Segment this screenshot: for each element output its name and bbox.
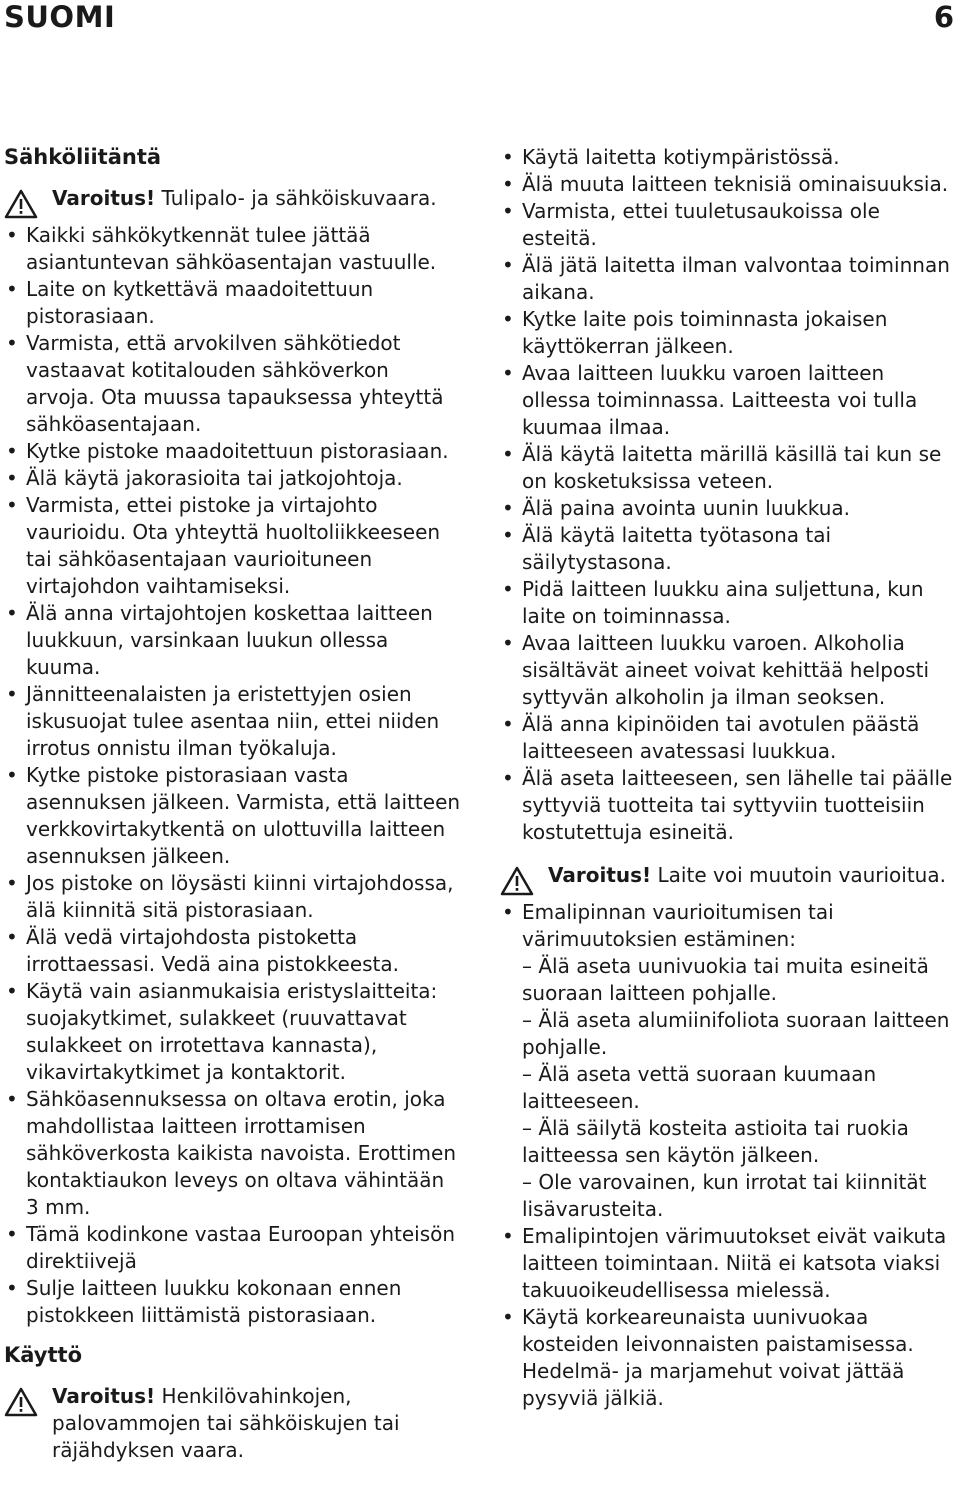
bullet-icon: • bbox=[6, 439, 18, 463]
electrical-safety-list bbox=[4, 222, 462, 1329]
sub-item-text: – Älä aseta alumiinifoliota suoraan laitteen pohjalle. bbox=[522, 1008, 950, 1059]
bullet-icon: • bbox=[6, 763, 18, 787]
list-item-text: Älä anna virtajohtojen koskettaa laitteen luukkuun, varsinkaan luukun ollessa kuuma. bbox=[26, 601, 433, 679]
list-item bbox=[4, 681, 462, 762]
usage-safety-list bbox=[500, 144, 956, 846]
bullet-icon: • bbox=[6, 1276, 18, 1300]
list-item-text: Varmista, että arvokilven sähkötiedot vastaavat kotitalouden sähköverkon arvoja. Ota muussa tapauksessa yhteyttä sähköasentajaan. bbox=[26, 331, 444, 436]
sub-item-text: – Älä aseta vettä suoraan kuumaan laitteeseen. bbox=[522, 1062, 877, 1113]
list-item-text: Kytke pistoke maadoitettuun pistorasiaan. bbox=[26, 439, 449, 463]
sub-item-text: – Älä säilytä kosteita astioita tai ruokia laitteessa sen käytön jälkeen. bbox=[522, 1116, 909, 1167]
list-item-text: Käytä vain asianmukaisia eristyslaitteita: suojakytkimet, sulakkeet (ruuvattavat sulakkeet on irrotettava kannasta), vikavirtakytkimet ja kontaktorit. bbox=[26, 979, 438, 1084]
section-title-electrical: Sähköliitäntä bbox=[4, 145, 162, 169]
list-item bbox=[4, 330, 462, 438]
list-item-text: Varmista, ettei pistoke ja virtajohto vaurioidu. Ota yhteyttä huoltoliikkeeseen tai sähköasentajaan vaurioituneen virtajohdon vaihtamiseksi. bbox=[26, 493, 441, 598]
right-column bbox=[500, 144, 956, 1412]
bullet-icon: • bbox=[502, 253, 514, 277]
warning-usage bbox=[4, 1383, 462, 1464]
list-item-text: Kytke laite pois toiminnasta jokaisen käyttökerran jälkeen. bbox=[522, 307, 888, 358]
care-list bbox=[500, 899, 956, 1412]
warning-triangle-icon bbox=[4, 1387, 38, 1417]
list-item bbox=[500, 765, 956, 846]
bullet-icon: • bbox=[502, 172, 514, 196]
bullet-icon: • bbox=[6, 466, 18, 490]
bullet-icon: • bbox=[502, 1224, 514, 1248]
warning-text: Tulipalo- ja sähköiskuvaara. bbox=[161, 186, 437, 210]
bullet-icon: • bbox=[6, 277, 18, 301]
bullet-icon: • bbox=[6, 925, 18, 949]
bullet-icon: • bbox=[502, 199, 514, 223]
bullet-icon: • bbox=[502, 523, 514, 547]
warning-label: Varoitus! bbox=[52, 1384, 156, 1408]
list-item bbox=[500, 495, 956, 522]
warning-label: Varoitus! bbox=[52, 186, 156, 210]
page-header bbox=[0, 0, 960, 36]
bullet-icon: • bbox=[6, 331, 18, 355]
warning-text: Henkilövahinkojen, palovammojen tai sähköiskujen tai räjähdyksen vaara. bbox=[52, 1384, 400, 1462]
sub-item-text: – Älä aseta uunivuokia tai muita esineitä suoraan laitteen pohjalle. bbox=[522, 954, 929, 1005]
list-item-text: Käytä laitetta kotiympäristössä. bbox=[522, 145, 840, 169]
warning-electrical bbox=[4, 185, 462, 212]
list-item-text: Jännitteenalaisten ja eristettyjen osien iskusuojat tulee asentaa niin, ettei niiden irrotus onnistu ilman työkaluja. bbox=[26, 682, 440, 760]
list-item bbox=[500, 522, 956, 576]
list-item-text: Varmista, ettei tuuletusaukoissa ole esteitä. bbox=[522, 199, 880, 250]
list-item-text: Avaa laitteen luukku varoen laitteen ollessa toiminnassa. Laitteesta voi tulla kuumaa ilmaa. bbox=[522, 361, 918, 439]
list-item bbox=[4, 978, 462, 1086]
language-label: SUOMI bbox=[4, 0, 116, 34]
list-item bbox=[4, 1221, 462, 1275]
list-item bbox=[4, 1086, 462, 1221]
warning-triangle-icon bbox=[500, 866, 534, 896]
list-item bbox=[4, 1275, 462, 1329]
bullet-icon: • bbox=[6, 979, 18, 1003]
bullet-icon: • bbox=[502, 712, 514, 736]
list-item-text: Älä käytä jakorasioita tai jatkojohtoja. bbox=[26, 466, 403, 490]
list-item-text: Älä muuta laitteen teknisiä ominaisuuksia. bbox=[522, 172, 949, 196]
bullet-icon: • bbox=[502, 766, 514, 790]
list-item-text: Pidä laitteen luukku aina suljettuna, kun laite on toiminnassa. bbox=[522, 577, 924, 628]
list-item bbox=[4, 438, 462, 465]
list-item bbox=[4, 276, 462, 330]
list-item bbox=[500, 252, 956, 306]
list-item bbox=[500, 711, 956, 765]
list-item bbox=[500, 198, 956, 252]
bullet-icon: • bbox=[6, 493, 18, 517]
list-item-text: Avaa laitteen luukku varoen. Alkoholia sisältävät aineet voivat kehittää helposti syttyvän alkoholin ja ilman seoksen. bbox=[522, 631, 930, 709]
warning-label: Varoitus! bbox=[548, 863, 652, 887]
list-item-text: Älä vedä virtajohdosta pistoketta irrottaessasi. Vedä aina pistokkeesta. bbox=[26, 925, 400, 976]
warning-triangle-icon bbox=[4, 189, 38, 219]
bullet-icon: • bbox=[6, 1222, 18, 1246]
bullet-icon: • bbox=[6, 871, 18, 895]
bullet-icon: • bbox=[6, 1087, 18, 1111]
list-item-text: Laite on kytkettävä maadoitettuun pistorasiaan. bbox=[26, 277, 374, 328]
list-item-text: Jos pistoke on löysästi kiinni virtajohdossa, älä kiinnitä sitä pistorasiaan. bbox=[26, 871, 454, 922]
list-item-text: Älä aseta laitteeseen, sen lähelle tai päälle syttyviä tuotteita tai syttyviin tuotteisiin kostutettuja esineitä. bbox=[522, 766, 953, 844]
list-item bbox=[4, 492, 462, 600]
list-item-text: Kytke pistoke pistorasiaan vasta asennuksen jälkeen. Varmista, että laitteen verkkovirtakytkentä on ulottuvilla laitteen asennuksen jälkeen. bbox=[26, 763, 461, 868]
list-item-text: Sähköasennuksessa on oltava erotin, joka mahdollistaa laitteen irrottamisen sähköverkosta kaikista navoista. Erottimen kontaktiaukon leveys on oltava vähintään 3 mm. bbox=[26, 1087, 457, 1219]
section-title-usage: Käyttö bbox=[4, 1343, 82, 1367]
page-number: 6 bbox=[933, 0, 954, 34]
list-item-text: Älä käytä laitetta märillä käsillä tai kun se on kosketuksissa veteen. bbox=[522, 442, 942, 493]
bullet-icon: • bbox=[502, 496, 514, 520]
list-item-text: Käytä korkeareunaista uunivuokaa kosteiden leivonnaisten paistamisessa. Hedelmä- ja marjamehut voivat jättää pysyviä jälkiä. bbox=[522, 1305, 914, 1410]
list-item-text: Älä jätä laitetta ilman valvontaa toiminnan aikana. bbox=[522, 253, 950, 304]
bullet-icon: • bbox=[502, 145, 514, 169]
list-item bbox=[500, 441, 956, 495]
bullet-icon: • bbox=[6, 223, 18, 247]
list-item bbox=[500, 899, 956, 1223]
bullet-icon: • bbox=[502, 631, 514, 655]
list-item bbox=[4, 600, 462, 681]
list-item-text: Tämä kodinkone vastaa Euroopan yhteisön direktiivejä bbox=[26, 1222, 456, 1273]
list-item bbox=[4, 924, 462, 978]
warning-damage bbox=[500, 862, 956, 889]
list-item-text: Älä käytä laitetta työtasona tai säilytystasona. bbox=[522, 523, 832, 574]
list-item-text: Älä paina avointa uunin luukkua. bbox=[522, 496, 851, 520]
list-item bbox=[500, 576, 956, 630]
list-item bbox=[500, 171, 956, 198]
bullet-icon: • bbox=[502, 361, 514, 385]
left-column bbox=[4, 143, 462, 1474]
list-item-text: Kaikki sähkökytkennät tulee jättää asiantuntevan sähköasentajan vastuulle. bbox=[26, 223, 437, 274]
sub-item-text: – Ole varovainen, kun irrotat tai kiinnität lisävarusteita. bbox=[522, 1170, 927, 1221]
list-item bbox=[4, 762, 462, 870]
list-item bbox=[500, 1304, 956, 1412]
list-item bbox=[4, 222, 462, 276]
list-item bbox=[4, 465, 462, 492]
list-item-text: Emalipintojen värimuutokset eivät vaikuta laitteen toimintaan. Niitä ei katsota viaksi takuuoikeudellisessa mielessä. bbox=[522, 1224, 947, 1302]
bullet-icon: • bbox=[502, 307, 514, 331]
list-item bbox=[4, 870, 462, 924]
bullet-icon: • bbox=[502, 900, 514, 924]
bullet-icon: • bbox=[6, 682, 18, 706]
list-item bbox=[500, 360, 956, 441]
list-item-text: Emalipinnan vaurioitumisen tai värimuutoksien estäminen: bbox=[522, 900, 834, 951]
warning-text: Laite voi muutoin vaurioitua. bbox=[657, 863, 946, 887]
list-item-text: Sulje laitteen luukku kokonaan ennen pistokkeen liittämistä pistorasiaan. bbox=[26, 1276, 402, 1327]
list-item bbox=[500, 144, 956, 171]
list-item bbox=[500, 1223, 956, 1304]
list-item bbox=[500, 306, 956, 360]
bullet-icon: • bbox=[502, 442, 514, 466]
list-item-text: Älä anna kipinöiden tai avotulen päästä laitteeseen avatessasi luukkua. bbox=[522, 712, 920, 763]
bullet-icon: • bbox=[502, 577, 514, 601]
bullet-icon: • bbox=[502, 1305, 514, 1329]
list-item bbox=[500, 630, 956, 711]
bullet-icon: • bbox=[6, 601, 18, 625]
